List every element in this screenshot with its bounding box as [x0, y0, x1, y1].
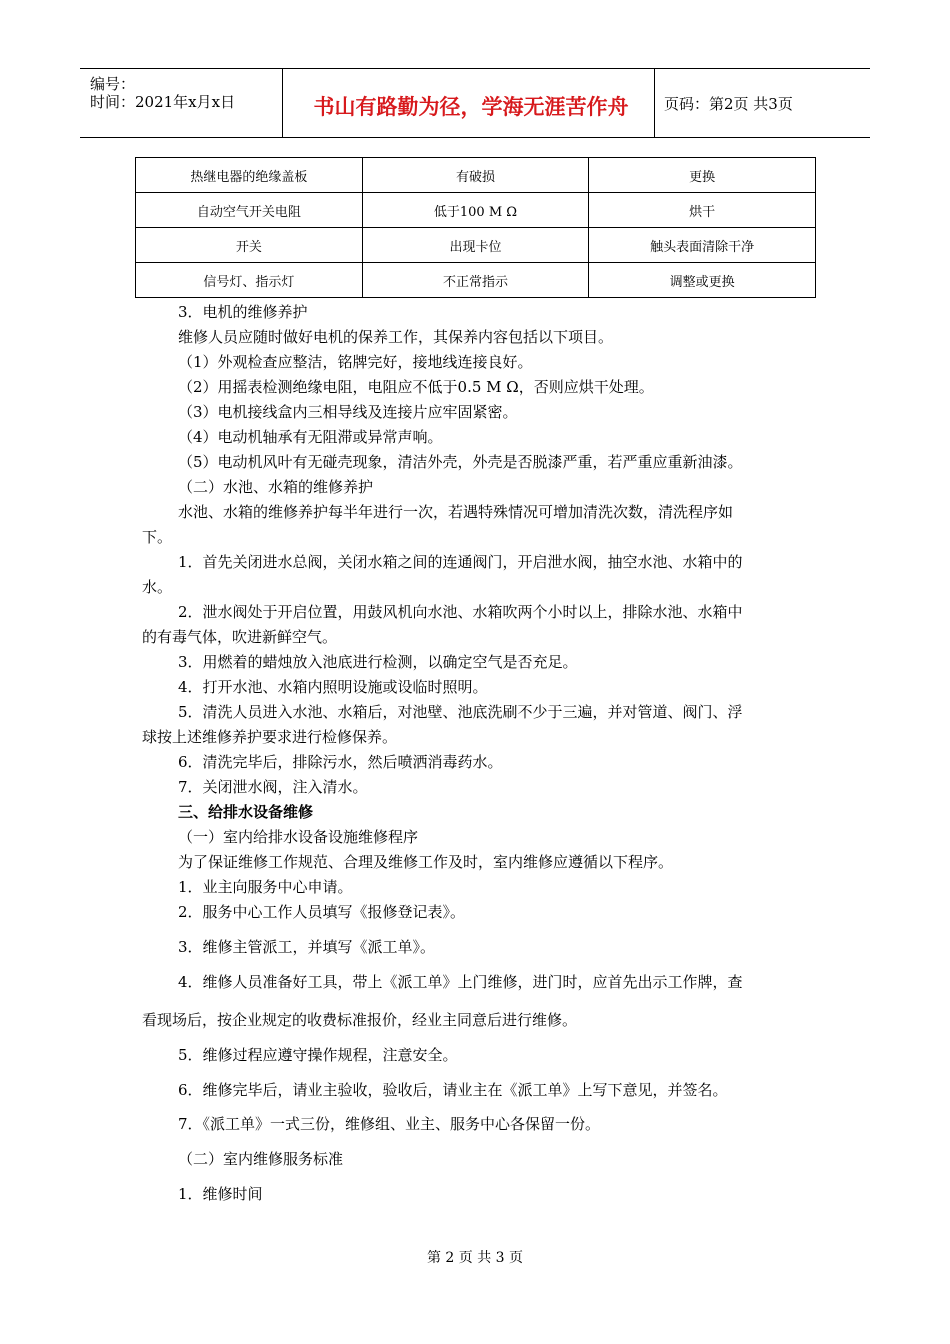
table-cell: 信号灯、指示灯 [136, 263, 363, 298]
time-label: 时间：2021年x月x日 [90, 93, 236, 111]
table-cell: 热继电器的绝缘盖板 [136, 158, 363, 193]
table-row [136, 193, 816, 228]
list-item: （5）电动机风叶有无碰壳现象，清洁外壳，外壳是否脱漆严重，若严重应重新油漆。 [178, 453, 743, 471]
list-item: 3．用燃着的蜡烛放入池底进行检测，以确定空气是否充足。 [178, 653, 578, 671]
paragraph-line: 为了保证维修工作规范、合理及维修工作及时，室内维修应遵循以下程序。 [178, 853, 674, 871]
table-cell: 自动空气开关电阻 [136, 193, 363, 228]
list-item: 1．业主向服务中心申请。 [178, 878, 353, 896]
paragraph-line: 维修人员应随时做好电机的保养工作，其保养内容包括以下项目。 [178, 328, 614, 346]
list-item: 7．《派工单》一式三份，维修组、业主、服务中心各保留一份。 [178, 1115, 601, 1133]
list-item: 5．维修过程应遵守操作规程，注意安全。 [178, 1046, 458, 1064]
table-cell: 烘干 [589, 193, 816, 228]
list-item: 5．清洗人员进入水池、水箱后，对池壁、池底洗刷不少于三遍，并对管道、阀门、浮 [178, 703, 743, 721]
list-item-continuation: 的有毒气体，吹进新鲜空气。 [142, 628, 338, 646]
list-item: （3）电机接线盒内三相导线及连接片应牢固紧密。 [178, 403, 518, 421]
section-heading: 3．电机的维修养护 [178, 303, 308, 321]
table-row [136, 228, 816, 263]
list-item: （2）用摇表检测绝缘电阻，电阻应不低于0.5 M Ω，否则应烘干处理。 [178, 378, 654, 396]
table-row [136, 158, 816, 193]
table-row [136, 263, 816, 298]
list-item-continuation: 水。 [142, 578, 173, 596]
table-cell: 触头表面清除干净 [589, 228, 816, 263]
list-item-continuation: 球按上述维修养护要求进行检修保养。 [142, 728, 398, 746]
paragraph-line: 水池、水箱的维修养护每半年进行一次，若遇特殊情况可增加清洗次数，清洗程序如 [178, 503, 734, 521]
section-heading: （二）水池、水箱的维修养护 [178, 478, 374, 496]
paragraph-line: 下。 [142, 528, 173, 546]
header-divider [654, 69, 655, 137]
section-heading: （二）室内维修服务标准 [178, 1150, 344, 1168]
table-cell: 调整或更换 [589, 263, 816, 298]
list-item: 4．打开水池、水箱内照明设施或设临时照明。 [178, 678, 488, 696]
number-label: 编号： [90, 75, 136, 93]
chapter-heading: 三、给排水设备维修 [178, 803, 314, 821]
list-item: 1．维修时间 [178, 1185, 263, 1203]
list-item: 6．维修完毕后，请业主验收，验收后，请业主在《派工单》上写下意见，并签名。 [178, 1081, 728, 1099]
list-item-continuation: 看现场后，按企业规定的收费标准报价，经业主同意后进行维修。 [142, 1011, 578, 1029]
page-indicator: 页码：第2页 共3页 [664, 95, 793, 113]
list-item: （4）电动机轴承有无阻滞或异常声响。 [178, 428, 443, 446]
header-divider [282, 69, 283, 137]
page-footer: 第 2 页 共 3 页 [426, 1250, 524, 1266]
list-item: 3．维修主管派工，并填写《派工单》。 [178, 938, 436, 956]
list-item: 4．维修人员准备好工具，带上《派工单》上门维修，进门时，应首先出示工作牌，查 [178, 973, 743, 991]
list-item: 7．关闭泄水阀，注入清水。 [178, 778, 368, 796]
page-header [80, 68, 870, 138]
list-item: 6．清洗完毕后，排除污水，然后喷洒消毒药水。 [178, 753, 503, 771]
list-item: 2．服务中心工作人员填写《报修登记表》。 [178, 903, 466, 921]
list-item: （1）外观检查应整洁，铭牌完好，接地线连接良好。 [178, 353, 533, 371]
table-cell: 不正常指示 [362, 263, 589, 298]
table-cell: 开关 [136, 228, 363, 263]
header-motto: 书山有路勤为径，学海无涯苦作舟 [313, 94, 629, 119]
table-cell: 有破损 [362, 158, 589, 193]
table-cell: 更换 [589, 158, 816, 193]
maintenance-table [135, 157, 816, 298]
table-cell: 出现卡位 [362, 228, 589, 263]
list-item: 1．首先关闭进水总阀，关闭水箱之间的连通阀门，开启泄水阀，抽空水池、水箱中的 [178, 553, 743, 571]
table-cell: 低于100 M Ω [362, 193, 589, 228]
section-heading: （一）室内给排水设备设施维修程序 [178, 828, 419, 846]
list-item: 2．泄水阀处于开启位置，用鼓风机向水池、水箱吹两个小时以上，排除水池、水箱中 [178, 603, 743, 621]
